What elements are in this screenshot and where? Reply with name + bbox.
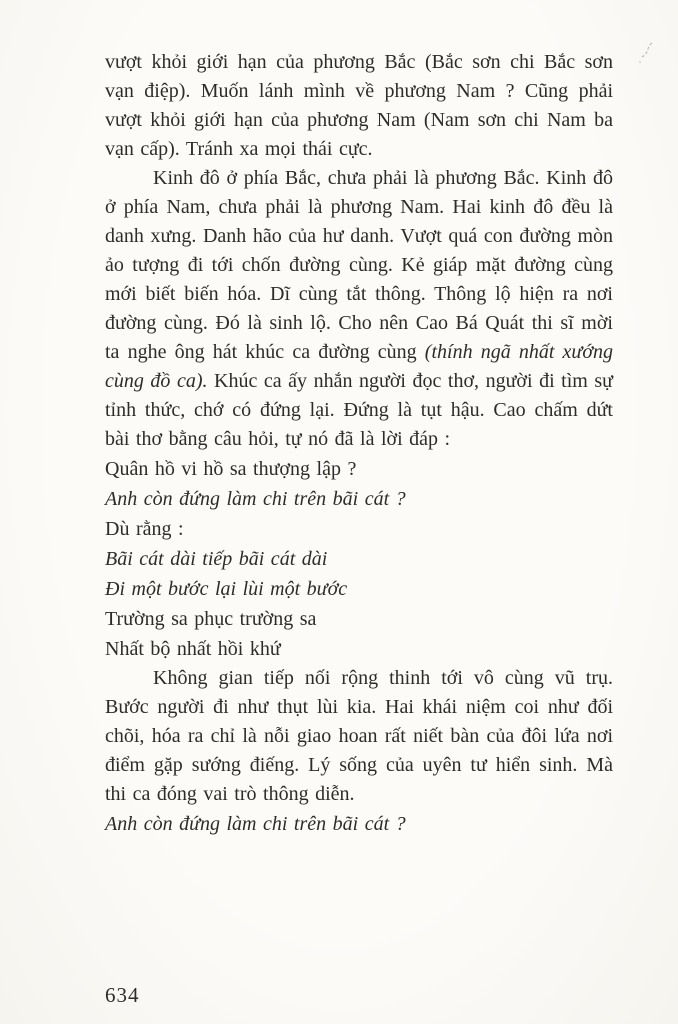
- text-block: [105, 48, 613, 839]
- text-run: Dù rằng :: [105, 518, 184, 540]
- text-run: Quân hồ vi hồ sa thượng lập ?: [105, 458, 357, 480]
- text-run: Trường sa phục trường sa: [105, 608, 317, 630]
- scan-artifact-mark: [632, 40, 658, 70]
- verse-di-mot-buoc: [105, 574, 613, 604]
- text-run: Không gian tiếp nối rộng thinh tới vô cùng vũ trụ. Bước người đi như thụt lùi kia. Hai khái niệm coi như đối chõi, hóa ra chỉ là nỗi giao hoan rất niết bàn của đôi lứa nơi điểm gặp sướng điếng. Lý sống của uyên tư hiển sinh. Mà thi ca đóng vai trò thông diễn.: [105, 667, 613, 805]
- verse-anh-con: [105, 484, 613, 514]
- italic-text-run: Anh còn đứng làm chi trên bãi cát ?: [105, 813, 406, 835]
- text-run: Kinh đô ở phía Bắc, chưa phải là phương Bắc. Kinh đô ở phía Nam, chưa phải là phương Nam. Hai kinh đô đều là danh xưng. Danh hão của hư danh. Vượt quá con đường mòn ảo tượng đi tới chốn đường cùng. Kẻ giáp mặt đường cùng mới biết biến hóa. Dĩ cùng tắt thông. Thông lộ hiện ra nơi đường cùng. Đó là sinh lộ. Cho nên Cao Bá Quát thi sĩ mời ta nghe ông hát khúc ca đường cùng: [105, 167, 613, 363]
- text-run: Nhất bộ nhất hồi khứ: [105, 638, 281, 660]
- text-run: Khúc ca ấy nhắn người đọc thơ, người đi tìm sự tỉnh thức, chớ có đứng lại. Đứng là tụt hậu. Cao chấm dứt bài thơ bằng câu hỏi, tự nó đã là lời đáp :: [105, 370, 613, 450]
- text-run: vượt khỏi giới hạn của phương Bắc (Bắc sơn chi Bắc sơn vạn điệp). Muốn lánh mình về phương Nam ? Cũng phải vượt khỏi giới hạn của phương Nam (Nam sơn chi Nam ba vạn cấp). Tránh xa mọi thái cực.: [105, 51, 613, 160]
- verse-quan-ho: [105, 454, 613, 484]
- verse-bai-cat-dai: [105, 544, 613, 574]
- paragraph-continuation: [105, 48, 613, 164]
- verse-du-rang: [105, 514, 613, 544]
- italic-text-run: Bãi cát dài tiếp bãi cát dài: [105, 548, 328, 570]
- verse-truong-sa: [105, 604, 613, 634]
- paragraph-kinh-do: [105, 164, 613, 454]
- italic-text-run: Anh còn đứng làm chi trên bãi cát ?: [105, 488, 406, 510]
- refrain-anh-con: [105, 809, 613, 839]
- italic-text-run: (thính ngã nhất xướng cùng đồ ca).: [105, 341, 614, 392]
- italic-text-run: Đi một bước lại lùi một bước: [105, 578, 348, 600]
- paragraph-khong-gian: [105, 664, 613, 809]
- verse-nhat-bo: [105, 634, 613, 664]
- page-number: 634: [105, 983, 140, 1007]
